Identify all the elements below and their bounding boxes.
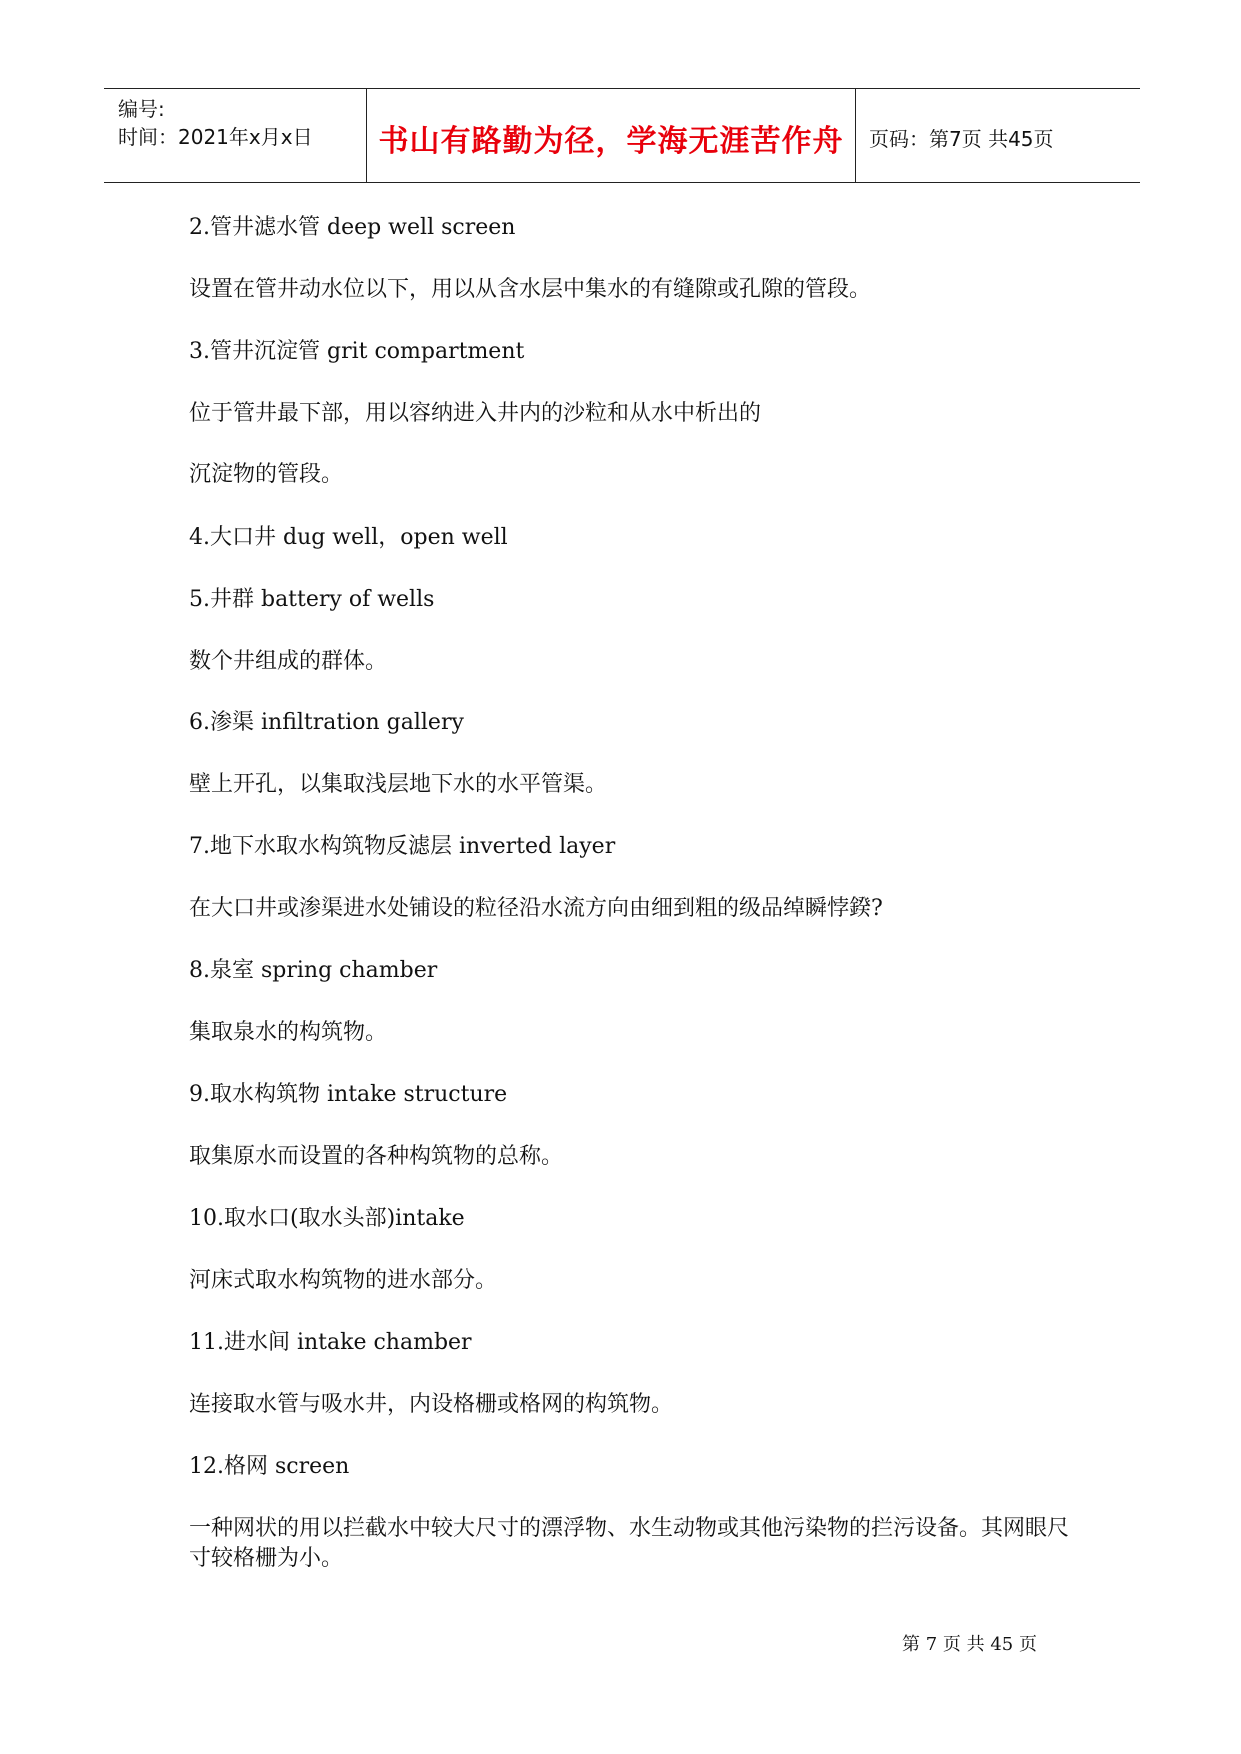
term-heading: 12.格网 screen: [189, 1454, 350, 1479]
term-heading: 6.渗渠 infiltration gallery: [189, 710, 464, 735]
time-label: 时间：2021年x月x日: [118, 125, 313, 149]
motto-text: 书山有路勤为径，学海无涯苦作舟: [378, 124, 844, 159]
page-footer: 第 7 页 共 45 页: [902, 1634, 1037, 1655]
term-heading: 8.泉室 spring chamber: [189, 958, 438, 983]
term-definition: 壁上开孔，以集取浅层地下水的水平管渠。: [189, 772, 608, 797]
term-heading: 11.进水间 intake chamber: [189, 1330, 472, 1355]
term-definition: 设置在管井动水位以下，用以从含水层中集水的有缝隙或孔隙的管段。: [189, 277, 872, 302]
term-heading: 9.取水构筑物 intake structure: [189, 1082, 508, 1107]
term-definition: 沉淀物的管段。: [189, 462, 344, 487]
term-heading: 10.取水口(取水头部)intake: [189, 1206, 465, 1231]
term-definition: 集取泉水的构筑物。: [189, 1020, 388, 1045]
term-definition: 取集原水而设置的各种构筑物的总称。: [189, 1144, 564, 1169]
term-heading: 3.管井沉淀管 grit compartment: [189, 339, 525, 364]
term-heading: 7.地下水取水构筑物反滤层 inverted layer: [189, 834, 616, 859]
term-heading: 4.大口井 dug well，open well: [189, 525, 508, 550]
page-code-label: 页码：第7页 共45页: [869, 127, 1054, 151]
term-definition: 在大口井或渗渠进水处铺设的粒径沿水流方向由细到粗的级品绰瞬悖鍨?: [189, 896, 883, 921]
page-header: [104, 88, 1140, 183]
header-page-cell: [857, 89, 1140, 182]
term-definition: 一种网状的用以拦截水中较大尺寸的漂浮物、水生动物或其他污染物的拦污设备。其网眼尺寸较格栅为小。: [189, 1516, 1070, 1571]
serial-number-label: 编号:: [118, 97, 165, 121]
term-definition: 位于管井最下部，用以容纳进入井内的沙粒和从水中析出的: [189, 401, 762, 426]
header-info-cell: [104, 89, 367, 182]
term-heading: 5.井群 battery of wells: [189, 587, 435, 612]
term-definition: 河床式取水构筑物的进水部分。: [189, 1268, 498, 1293]
header-motto-cell: [367, 89, 856, 182]
term-definition: 数个井组成的群体。: [189, 649, 388, 674]
term-heading: 2.管井滤水管 deep well screen: [189, 215, 516, 240]
term-definition: 连接取水管与吸水井，内设格栅或格网的构筑物。: [189, 1392, 674, 1417]
